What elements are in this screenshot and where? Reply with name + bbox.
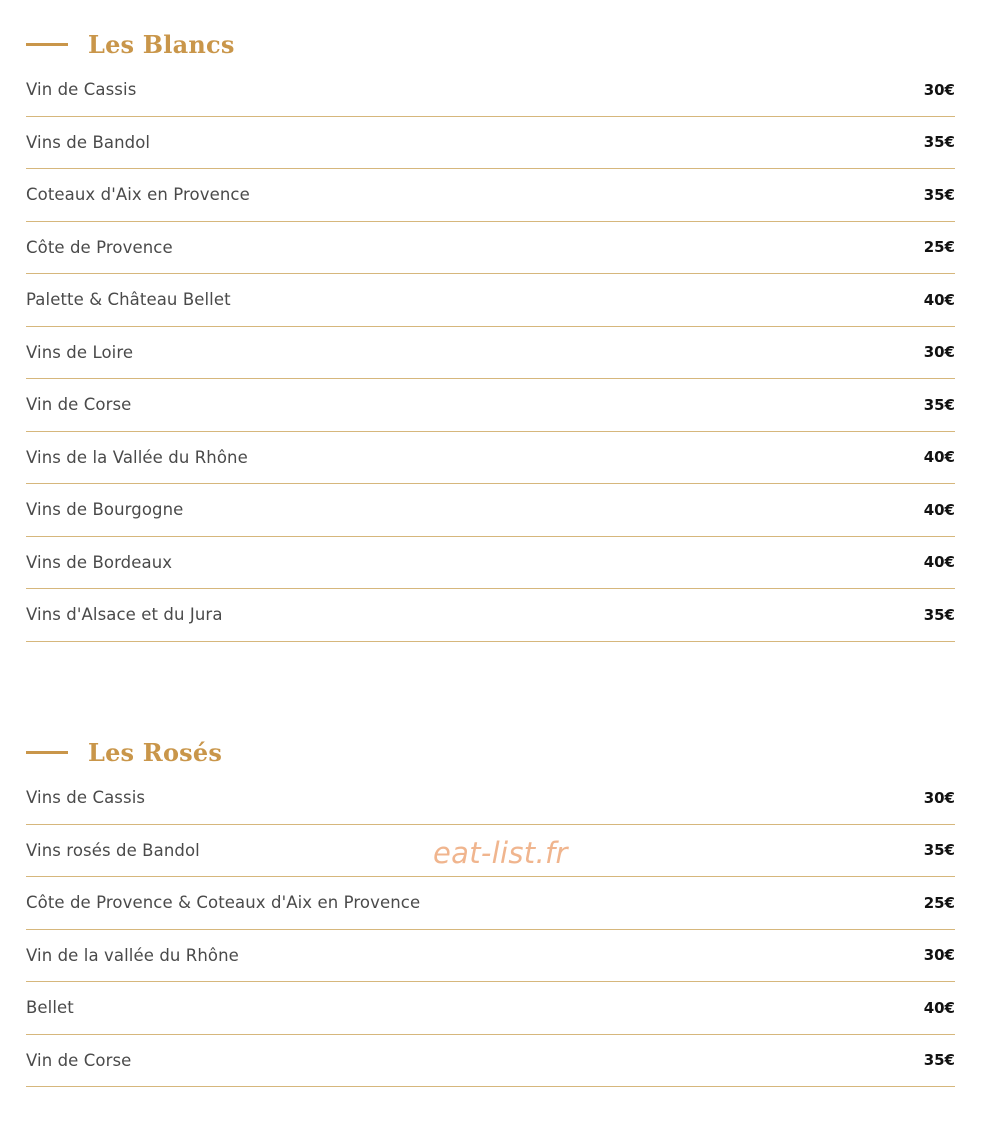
wine-price: 35€	[923, 133, 955, 152]
wine-name: Vins de Loire	[26, 342, 134, 362]
header-accent-bar	[26, 43, 68, 46]
wine-price: 35€	[923, 395, 955, 414]
section-blancs	[26, 28, 955, 642]
wine-name: Coteaux d'Aix en Provence	[26, 185, 250, 205]
list-item	[26, 772, 955, 825]
wine-name: Vins de Bourgogne	[26, 500, 184, 520]
wine-price: 40€	[923, 553, 955, 572]
wine-name: Bellet	[26, 998, 74, 1018]
list-item	[26, 484, 955, 537]
wine-name: Côte de Provence & Coteaux d'Aix en Provence	[26, 893, 421, 913]
wine-price: 35€	[923, 1051, 955, 1070]
wine-name: Vin de Corse	[26, 1050, 132, 1070]
wine-price: 35€	[923, 841, 955, 860]
list-item	[26, 877, 955, 930]
wine-name: Vins de Bandol	[26, 132, 151, 152]
wine-price: 35€	[923, 185, 955, 204]
wine-name: Vins d'Alsace et du Jura	[26, 605, 223, 625]
wine-name: Vins de la Vallée du Rhône	[26, 447, 248, 467]
list-item	[26, 930, 955, 983]
wine-price: 40€	[923, 290, 955, 309]
wine-price: 35€	[923, 605, 955, 624]
list-item	[26, 117, 955, 170]
wine-price: 30€	[923, 80, 955, 99]
wine-name: Vin de la vallée du Rhône	[26, 945, 239, 965]
list-item	[26, 1035, 955, 1088]
wine-name: Vins de Bordeaux	[26, 552, 173, 572]
wine-price: 40€	[923, 448, 955, 467]
wine-price: 30€	[923, 946, 955, 965]
list-item	[26, 222, 955, 275]
wine-price: 25€	[923, 893, 955, 912]
section-title: Les Blancs	[88, 29, 235, 59]
wine-list	[26, 772, 955, 1087]
list-item	[26, 432, 955, 485]
wine-name: Vins rosés de Bandol	[26, 840, 200, 860]
list-item	[26, 537, 955, 590]
watermark-text: eat-list.fr	[433, 836, 568, 870]
wine-price: 30€	[923, 788, 955, 807]
section-title: Les Rosés	[88, 737, 223, 767]
list-item	[26, 589, 955, 642]
section-header	[26, 28, 955, 60]
wine-list	[26, 64, 955, 642]
section-header	[26, 736, 955, 768]
list-item	[26, 379, 955, 432]
section-roses	[26, 736, 955, 1087]
header-accent-bar	[26, 751, 68, 754]
list-item	[26, 64, 955, 117]
wine-name: Vins de Cassis	[26, 788, 146, 808]
wine-name: Vin de Corse	[26, 395, 132, 415]
wine-price: 40€	[923, 998, 955, 1017]
wine-price: 40€	[923, 500, 955, 519]
wine-name: Vin de Cassis	[26, 80, 137, 100]
list-item	[26, 327, 955, 380]
wine-name: Palette & Château Bellet	[26, 290, 231, 310]
list-item	[26, 982, 955, 1035]
list-item	[26, 169, 955, 222]
wine-price: 30€	[923, 343, 955, 362]
list-item	[26, 274, 955, 327]
wine-price: 25€	[923, 238, 955, 257]
wine-name: Côte de Provence	[26, 237, 173, 257]
